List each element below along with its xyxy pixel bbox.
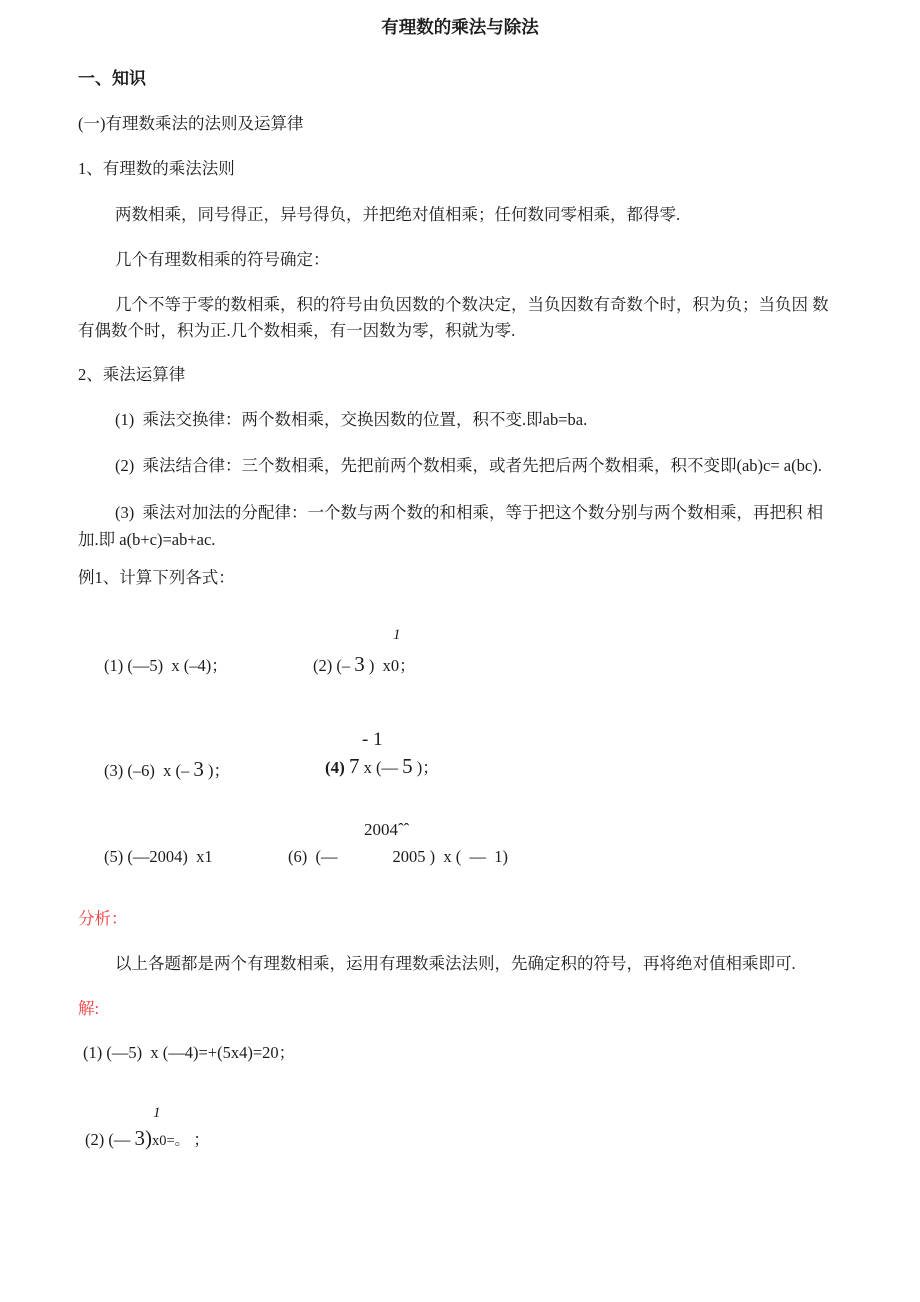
problem2-fraction-numerator: 1: [393, 627, 401, 643]
solution2-zero-mark: 。: [174, 1133, 190, 1149]
rule2-heading: 2、乘法运算律: [78, 365, 186, 384]
problem4-label: (4): [325, 758, 345, 777]
problem2-denominator: 3: [354, 652, 365, 676]
example1-heading: 例1、计算下列各式：: [78, 568, 235, 587]
problem6-prefix: (6) (—: [288, 847, 338, 866]
solution-step-2: [85, 1126, 210, 1150]
problem4-middle: x (—: [359, 758, 403, 777]
problem3-suffix: )；: [203, 761, 230, 780]
problem3-denominator: 3: [193, 757, 204, 781]
rule1-paragraph-3-line2: 有偶数个时，积为正.几个数相乘，有一因数为零，积就为零.: [78, 321, 516, 340]
problem6-suffix: ) x ( — 1): [425, 847, 508, 866]
rule1-paragraph-1: 两数相乘，同号得正，异号得负，并把绝对值相乘；任何数同零相乘，都得零.: [115, 205, 681, 224]
section-heading-knowledge: 一、知识: [78, 69, 146, 88]
problem-5: (5) (—2004) x1: [104, 847, 213, 866]
solution2-denominator: 3): [134, 1126, 152, 1150]
problem-2: [313, 652, 416, 676]
solution2-run: x0=: [151, 1133, 175, 1149]
page-title: 有理数的乘法与除法: [381, 17, 539, 37]
problem4-denominator: 7: [348, 754, 360, 778]
problem-4: [325, 754, 439, 778]
problem6-denominator: 2005: [392, 847, 426, 866]
rule1-heading: 1、有理数的乘法法则: [78, 159, 235, 178]
law-associative: (2) 乘法结合律：三个数相乘，先把前两个数相乘，或者先把后两个数相乘，积不变即(ab)c= a(bc).: [115, 456, 822, 475]
solution2-fraction-numerator: 1: [153, 1105, 161, 1121]
solution-label: 解:: [78, 999, 100, 1018]
law-distributive-line1: (3) 乘法对加法的分配律：一个数与两个数的和相乘，等于把这个数分别与两个数相乘，再把积 相: [115, 503, 824, 522]
problem3-prefix: (3) (–6) x (–: [104, 761, 194, 780]
problem2-prefix: (2) (–: [313, 656, 355, 675]
problem2-suffix: ) x0；: [364, 656, 416, 675]
law-distributive-line2: 加.即 a(b+c)=ab+ac.: [78, 530, 216, 549]
problem4-suffix: )；: [412, 758, 439, 777]
analysis-text: 以上各题都是两个有理数相乘，运用有理数乘法法则，先确定积的符号，再将绝对值相乘即可.: [115, 954, 796, 973]
problem4-factor: 5: [402, 754, 413, 778]
subsection-heading-rules: (一)有理数乘法的法则及运算律: [78, 114, 304, 133]
analysis-label: 分析：: [78, 909, 128, 928]
solution2-end: ；: [189, 1130, 210, 1149]
problem4-fraction-numerator: - 1: [362, 729, 383, 750]
problem6-fraction-numerator: 2004ˆˆ: [364, 820, 410, 839]
solution2-prefix: (2) (—: [85, 1130, 135, 1149]
law-commutative: (1) 乘法交换律：两个数相乘，交换因数的位置，积不变.即ab=ba.: [115, 410, 588, 429]
rule1-paragraph-2: 几个有理数相乘的符号确定：: [115, 250, 330, 269]
problem-1: (1) (—5) x (–4)；: [104, 656, 228, 675]
solution-step-1: (1) (—5) x (—4)=+(5x4)=20；: [83, 1043, 296, 1062]
problem-6: [288, 847, 508, 867]
rule1-paragraph-3-line1: 几个不等于零的数相乘，积的符号由负因数的个数决定，当负因数有奇数个时，积为负；当负因 数: [115, 295, 829, 314]
problem-3: [104, 757, 230, 781]
